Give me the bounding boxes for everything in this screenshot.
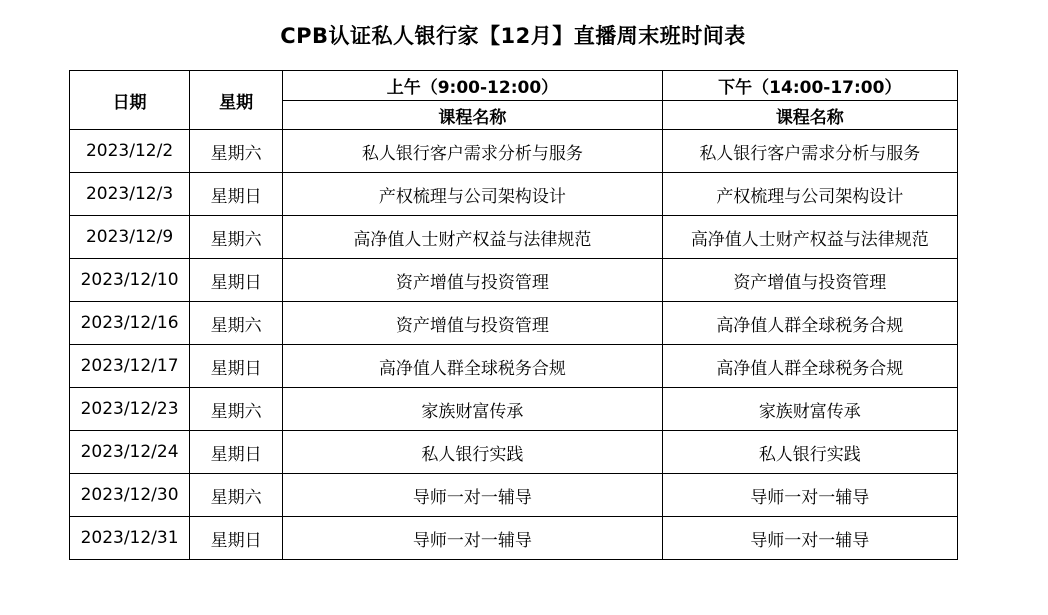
date-cell: 2023/12/3 (70, 173, 190, 216)
date-cell: 2023/12/10 (70, 259, 190, 302)
header-morning: 上午（9:00-12:00） (283, 71, 662, 101)
header-morning-course-name: 课程名称 (283, 101, 662, 130)
afternoon-course-cell: 导师一对一辅导 (662, 474, 957, 517)
weekday-cell: 星期日 (190, 259, 283, 302)
afternoon-course-cell: 私人银行客户需求分析与服务 (662, 130, 957, 173)
date-cell: 2023/12/2 (70, 130, 190, 173)
table-header-row (70, 71, 958, 101)
weekday-cell: 星期六 (190, 302, 283, 345)
header-date: 日期 (70, 71, 190, 130)
header-weekday: 星期 (190, 71, 283, 130)
weekday-cell: 星期六 (190, 388, 283, 431)
date-cell: 2023/12/23 (70, 388, 190, 431)
morning-course-cell: 导师一对一辅导 (283, 517, 662, 560)
date-cell: 2023/12/17 (70, 345, 190, 388)
morning-course-cell: 资产增值与投资管理 (283, 259, 662, 302)
table-row (70, 216, 958, 259)
table-row (70, 474, 958, 517)
date-cell: 2023/12/9 (70, 216, 190, 259)
morning-course-cell: 导师一对一辅导 (283, 474, 662, 517)
schedule-table (69, 70, 958, 560)
weekday-cell: 星期日 (190, 431, 283, 474)
table-row (70, 431, 958, 474)
morning-course-cell: 产权梳理与公司架构设计 (283, 173, 662, 216)
table-row (70, 345, 958, 388)
morning-course-cell: 资产增值与投资管理 (283, 302, 662, 345)
weekday-cell: 星期日 (190, 345, 283, 388)
table-row (70, 302, 958, 345)
table-row (70, 259, 958, 302)
header-afternoon-course-name: 课程名称 (662, 101, 957, 130)
afternoon-course-cell: 高净值人群全球税务合规 (662, 345, 957, 388)
afternoon-course-cell: 高净值人群全球税务合规 (662, 302, 957, 345)
header-afternoon: 下午（14:00-17:00） (662, 71, 957, 101)
morning-course-cell: 私人银行实践 (283, 431, 662, 474)
afternoon-course-cell: 高净值人士财产权益与法律规范 (662, 216, 957, 259)
weekday-cell: 星期日 (190, 173, 283, 216)
morning-course-cell: 私人银行客户需求分析与服务 (283, 130, 662, 173)
weekday-cell: 星期日 (190, 517, 283, 560)
morning-course-cell: 高净值人群全球税务合规 (283, 345, 662, 388)
afternoon-course-cell: 私人银行实践 (662, 431, 957, 474)
morning-course-cell: 家族财富传承 (283, 388, 662, 431)
date-cell: 2023/12/24 (70, 431, 190, 474)
weekday-cell: 星期六 (190, 130, 283, 173)
date-cell: 2023/12/16 (70, 302, 190, 345)
page-title: CPB认证私人银行家【12月】直播周末班时间表 (280, 24, 746, 48)
table-row (70, 130, 958, 173)
table-row (70, 173, 958, 216)
date-cell: 2023/12/30 (70, 474, 190, 517)
afternoon-course-cell: 家族财富传承 (662, 388, 957, 431)
table-row (70, 388, 958, 431)
afternoon-course-cell: 产权梳理与公司架构设计 (662, 173, 957, 216)
afternoon-course-cell: 资产增值与投资管理 (662, 259, 957, 302)
table-row (70, 517, 958, 560)
afternoon-course-cell: 导师一对一辅导 (662, 517, 957, 560)
weekday-cell: 星期六 (190, 474, 283, 517)
date-cell: 2023/12/31 (70, 517, 190, 560)
morning-course-cell: 高净值人士财产权益与法律规范 (283, 216, 662, 259)
weekday-cell: 星期六 (190, 216, 283, 259)
